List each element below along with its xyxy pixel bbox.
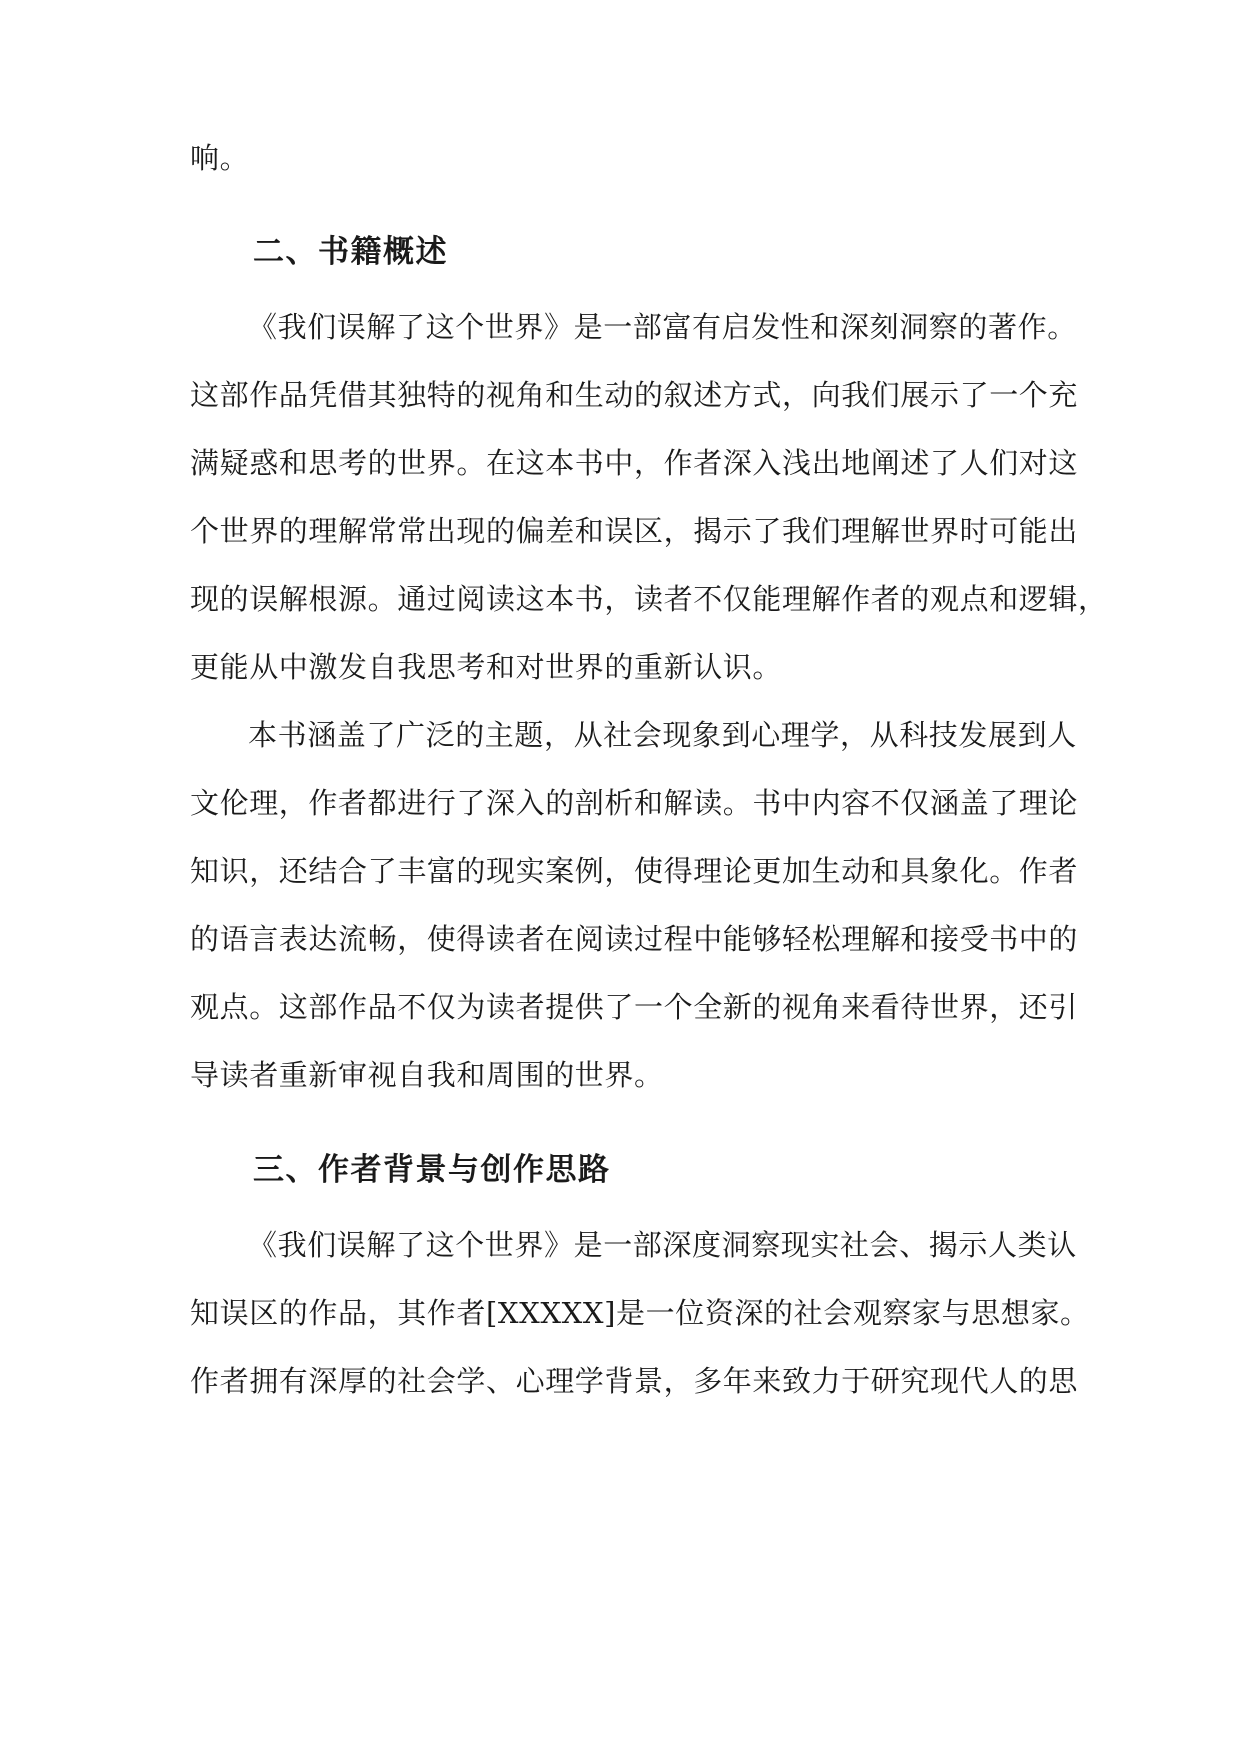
intro-tail-line: 响。	[190, 141, 250, 175]
body-line: 更能从中激发自我思考和对世界的重新认识。	[190, 650, 783, 684]
body-line: 现的误解根源。通过阅读这本书，读者不仅能理解作者的观点和逻辑，	[190, 582, 1108, 616]
section-heading-book-overview: 二、书籍概述	[253, 234, 448, 270]
body-line: 这部作品凭借其独特的视角和生动的叙述方式，向我们展示了一个充	[190, 378, 1079, 412]
body-line: 作者拥有深厚的社会学、心理学背景，多年来致力于研究现代人的思	[190, 1364, 1079, 1398]
section-heading-author-background: 三、作者背景与创作思路	[253, 1152, 611, 1188]
body-line: 《我们误解了这个世界》是一部深度洞察现实社会、揭示人类认	[248, 1228, 1077, 1262]
body-line: 满疑惑和思考的世界。在这本书中，作者深入浅出地阐述了人们对这	[190, 446, 1079, 480]
body-line: 《我们误解了这个世界》是一部富有启发性和深刻洞察的著作。	[248, 310, 1077, 344]
body-line: 本书涵盖了广泛的主题，从社会现象到心理学，从科技发展到人	[248, 718, 1077, 752]
body-line: 的语言表达流畅，使得读者在阅读过程中能够轻松理解和接受书中的	[190, 922, 1079, 956]
body-line: 个世界的理解常常出现的偏差和误区，揭示了我们理解世界时可能出	[190, 514, 1079, 548]
body-line: 观点。这部作品不仅为读者提供了一个全新的视角来看待世界，还引	[190, 990, 1079, 1024]
body-line: 知误区的作品，其作者[XXXXX]是一位资深的社会观察家与思想家。	[190, 1296, 1090, 1330]
body-line: 知识，还结合了丰富的现实案例，使得理论更加生动和具象化。作者	[190, 854, 1079, 888]
body-line: 文伦理，作者都进行了深入的剖析和解读。书中内容不仅涵盖了理论	[190, 786, 1079, 820]
body-line: 导读者重新审视自我和周围的世界。	[190, 1058, 664, 1092]
